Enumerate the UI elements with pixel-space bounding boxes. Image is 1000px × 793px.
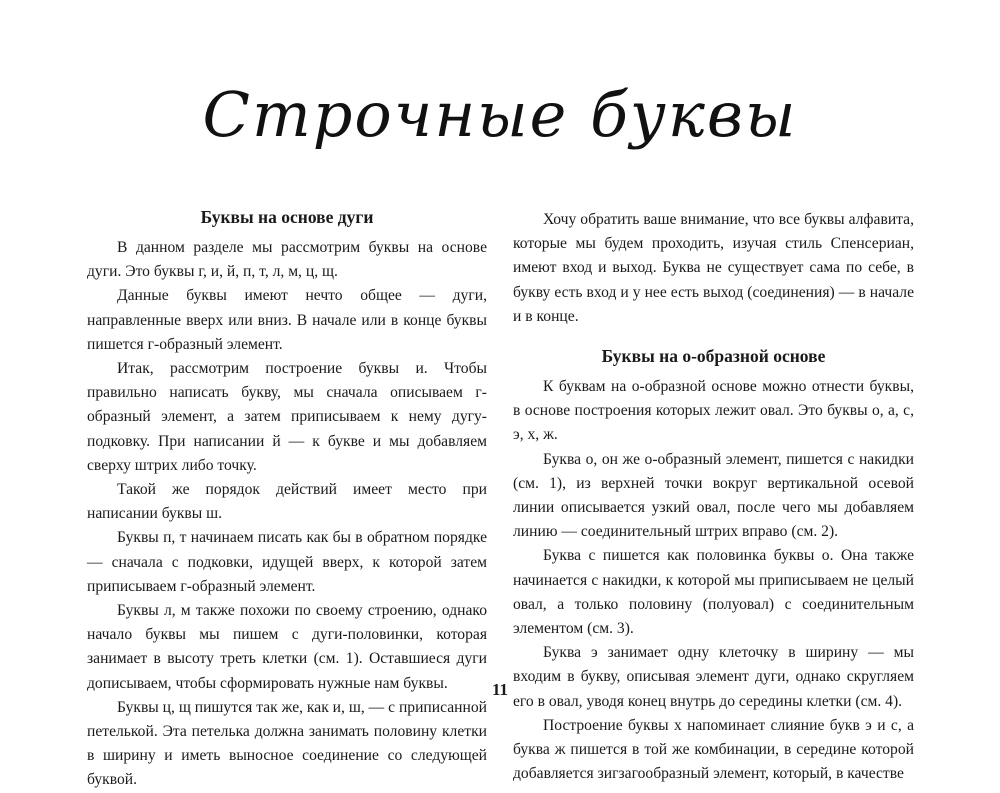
paragraph: Буква о, он же о-образный элемент, пишется с накидки (см. 1), из верхней точки вокруг вертикальной осевой линии описывается узкий овал, после чего мы добавляем линию — соединительный штрих вправо (см. 2). [513,450,914,541]
paragraph: К буквам на о-образной основе можно отнести буквы, в основе построения которых лежит овал. Это буквы о, а, с, э, х, ж. [513,378,914,444]
paragraph: Буквы л, м также похожи по своему строению, однако начало буквы мы пишем с дуги-половинки, которая занимает в высоту треть клетки (см. 1). Оставшиеся дуги дописываем, чтобы сформировать нужные нам буквы. [87,602,487,692]
paragraph: Буква с пишется как половинка буквы о. Она также начинается с накидки, к которой мы приписываем не целый овал, а только половину (полуовал) с соединительным элементом (см. 3). [513,547,914,638]
paragraph: Итак, рассмотрим построение буквы и. Чтобы правильно написать букву, мы сначала описываем г-образный элемент, а затем приписываем к нему дугу-подковку. При написании й — к букве и мы добавляем сверху штрих либо точку. [87,360,487,474]
page-number: 11 [491,680,509,699]
section-heading-o-letters: Буквы на о-образной основе [601,346,826,367]
left-column [87,204,487,793]
intro-paragraph: Хочу обратить ваше внимание, что все буквы алфавита, которые мы будем проходить, изучая стиль Спенсериан, имеют вход и выход. Буква не существует сама по себе, в букву есть вход и у нее есть выход (соединения) — в начале и в конце. [513,211,914,325]
paragraph: Буквы ц, щ пишутся так же, как и, ш, — с приписанной петелькой. Эта петелька должна занимать половину клетки в ширину и иметь выносное соединение со следующей буквой. [87,698,487,789]
paragraph: В данном разделе мы рассмотрим буквы на основе дуги. Это буквы г, и, й, п, т, л, м, ц, щ. [87,239,487,281]
page-title: Строчные буквы [202,78,798,151]
paragraph: Такой же порядок действий имеет место при написании буквы ш. [87,481,487,523]
paragraph: Данные буквы имеют нечто общее — дуги, направленные вверх или вниз. В начале или в конце буквы пишется г-образный элемент. [87,287,487,353]
paragraph: Построение буквы х напоминает слияние букв э и с, а буква ж пишется в той же комбинации, в середине которой добавляется зигзагообразный элемент, который, в качестве [513,716,914,783]
paragraph: Буквы п, т начинаем писать как бы в обратном порядке — сначала с подковки, идущей вверх, к которой затем приписываем г-образный элемент. [87,529,487,595]
paragraph: Буква э занимает одну клеточку в ширину — мы входим в букву, описывая элемент дуги, однако скругляем его в овал, уводя конец внутрь до середины клетки (см. 4). [513,644,914,710]
section-heading-arc-letters: Буквы на основе дуги [200,207,374,227]
